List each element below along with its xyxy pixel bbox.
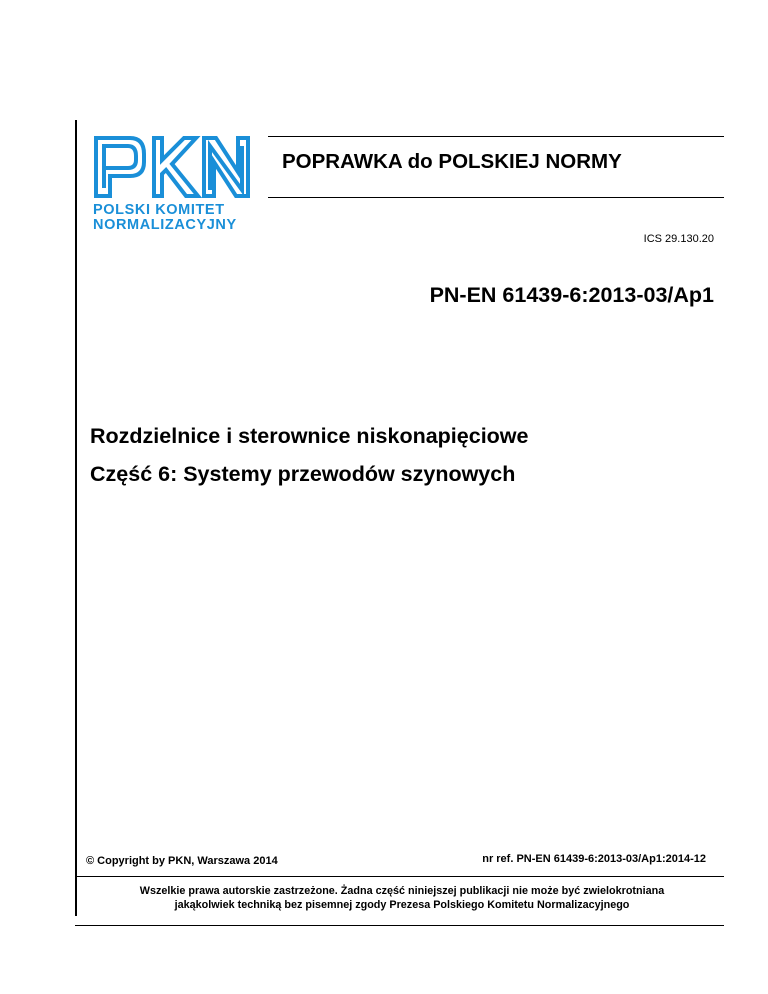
document-type: POPRAWKA do POLSKIEJ NORMY xyxy=(282,150,622,173)
header-top-rule xyxy=(268,136,724,137)
footer-bottom-rule xyxy=(75,925,724,926)
document-number: PN-EN 61439-6:2013-03/Ap1 xyxy=(429,283,714,307)
logo-line-2: NORMALIZACYJNY xyxy=(93,217,237,233)
title-line-1: Rozdzielnice i sterownice niskonapięciowe xyxy=(90,424,529,448)
rights-line-1: Wszelkie prawa autorskie zastrzeżone. Żadna część niniejszej publikacji nie może być zwielokrotniana xyxy=(139,885,665,897)
copyright-notice: © Copyright by PKN, Warszawa 2014 xyxy=(86,855,278,867)
ics-code: ICS 29.130.20 xyxy=(643,233,714,245)
reference-number: nr ref. PN-EN 61439-6:2013-03/Ap1:2014-12 xyxy=(482,853,706,865)
title-line-2: Część 6: Systemy przewodów szynowych xyxy=(90,462,516,486)
header-bottom-rule xyxy=(268,197,724,198)
left-margin-rule xyxy=(75,120,77,916)
logo-line-1: POLSKI KOMITET xyxy=(93,202,225,218)
footer-top-rule xyxy=(75,876,724,877)
rights-line-2: jakąkolwiek techniką bez pisemnej zgody Prezesa Polskiego Komitetu Normalizacyjnego xyxy=(174,899,630,911)
rights-notice xyxy=(82,884,722,912)
